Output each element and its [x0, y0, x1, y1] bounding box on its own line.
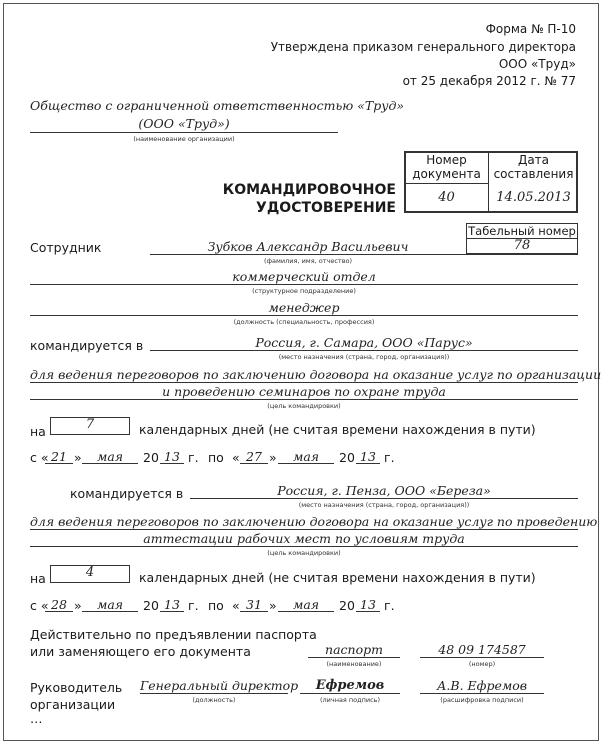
trip1-to-day: 27	[246, 449, 262, 464]
id-doc-number-caption: (номер)	[468, 660, 496, 668]
trip2-to-month: мая	[292, 597, 320, 612]
head-signature: Ефремов	[315, 678, 385, 693]
head-position-caption: (должность)	[192, 696, 236, 704]
trip2-from-day: 28	[51, 597, 67, 612]
trip2-from-month: мая	[96, 597, 124, 612]
approval-line: Утверждена приказом генерального директора	[270, 40, 576, 54]
department-caption: (структурное подразделение)	[252, 287, 356, 295]
trip1-to-year: 13	[360, 449, 376, 464]
col-date-header: Дата составления	[493, 153, 574, 181]
id-doc-name-caption: (наименование)	[326, 660, 382, 668]
trip2-days: 4	[85, 565, 95, 580]
trip1-days: 7	[85, 417, 95, 432]
position-value: менеджер	[268, 300, 340, 315]
org-name-short: (ООО «Труд»)	[138, 116, 230, 131]
id-doc-number: 48 09 174587	[438, 642, 526, 657]
col-number-header: Номер документа	[412, 153, 481, 181]
org-name-full: Общество с ограниченной ответственностью «Труд»	[30, 98, 405, 113]
trip2-days-text: календарных дней (не считая времени нахождения в пути)	[139, 570, 536, 585]
form-number: Форма № П-10	[485, 22, 576, 36]
trip1-sent-label: командируется в	[30, 338, 144, 353]
trip2-destination: Россия, г. Пенза, ООО «Береза»	[277, 483, 491, 498]
doc-date-value: 14.05.2013	[496, 190, 571, 205]
trip1-from-day: 21	[51, 449, 67, 464]
trip2-purpose-line2: аттестации рабочих мест по условиям труда	[143, 531, 465, 546]
trip1-purpose-line2: и проведению семинаров по охране труда	[162, 384, 446, 399]
trip1-destination: Россия, г. Самара, ООО «Парус»	[255, 335, 473, 350]
tab-number-label: Табельный номер	[468, 224, 576, 238]
position-caption: (должность (специальность, профессия)	[233, 318, 375, 326]
trip1-destination-caption: (место назначения (страна, город, организация))	[278, 353, 450, 361]
head-signature-caption: (личная подпись)	[319, 696, 381, 704]
tab-number-value: 78	[513, 238, 531, 253]
trip2-destination-caption: (место назначения (страна, город, организация))	[298, 501, 470, 509]
trip2-to-year: 13	[360, 597, 376, 612]
trip1-days-text: календарных дней (не считая времени нахождения в пути)	[139, 422, 536, 437]
trip1-to-month: мая	[292, 449, 320, 464]
trip2-purpose-caption: (цель командировки)	[267, 549, 341, 557]
trip2-purpose-line1: для ведения переговоров по заключению договора на оказание услуг по проведению	[30, 514, 598, 529]
trip2-to-day: 31	[246, 597, 262, 612]
trip2-on-label: на	[30, 571, 46, 586]
org-caption: (наименование организации)	[133, 135, 235, 143]
head-label2: организации	[30, 697, 116, 712]
doc-title-line1: КОМАНДИРОВОЧНОЕ	[222, 182, 396, 198]
head-decoding-caption: (расшифровка подписи)	[440, 696, 524, 704]
validity-line2: или заменяющего его документа	[30, 644, 251, 659]
employee-label: Сотрудник	[30, 240, 102, 255]
doc-number-value: 40	[438, 190, 455, 205]
trip1-purpose-caption: (цель командировки)	[267, 402, 341, 410]
trip1-purpose-line1: для ведения переговоров по заключению договора на оказание услуг по организации	[30, 367, 602, 382]
head-decoding: А.В. Ефремов	[436, 678, 528, 693]
approval-company: ООО «Труд»	[498, 57, 576, 71]
head-position: Генеральный директор	[140, 678, 299, 693]
department-value: коммерческий отдел	[232, 269, 376, 284]
trip1-from-month: мая	[96, 449, 124, 464]
trip1-on-label: на	[30, 424, 46, 439]
trip2-from-year: 13	[164, 597, 180, 612]
validity-line1: Действительно по предъявлении паспорта	[30, 627, 317, 642]
approval-order: от 25 декабря 2012 г. № 77	[402, 74, 576, 88]
head-dots: …	[30, 711, 43, 726]
employee-name-caption: (фамилия, имя, отчество)	[263, 257, 353, 265]
trip1-from-year: 13	[164, 449, 180, 464]
id-doc-name: паспорт	[325, 642, 383, 657]
head-label1: Руководитель	[30, 680, 123, 695]
employee-name: Зубков Александр Васильевич	[207, 239, 409, 254]
trip2-sent-label: командируется в	[70, 486, 184, 501]
org-line	[30, 132, 338, 133]
doc-title-line2: УДОСТОВЕРЕНИЕ	[256, 200, 396, 216]
